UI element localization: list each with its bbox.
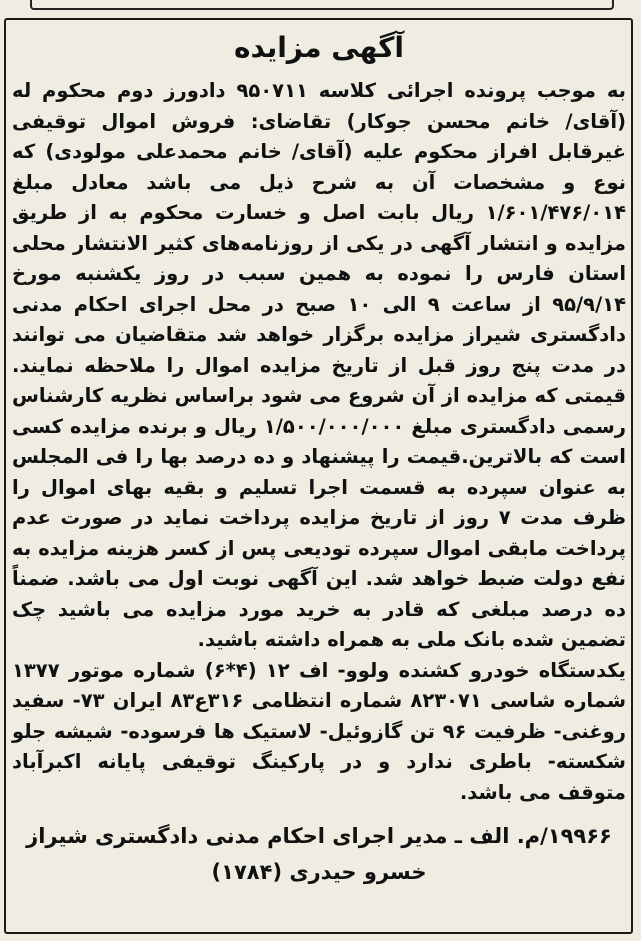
notice-signature: [12, 818, 626, 890]
signature-name: خسرو حیدری (۱۷۸۴): [211, 860, 427, 884]
signature-office: ۱۹۹۶۶/م. الف ـ مدیر اجرای احکام مدنی دادگستری شیراز: [26, 824, 612, 848]
vehicle-description: یکدستگاه خودرو کشنده ولوو- اف ۱۲ (۴*۶) شماره موتور ۱۳۷۷ شماره شاسی ۸۲۳۰۷۱ شماره انتظامی ۳۱۶ع۸۳ ایران ۷۳- سفید روغنی- ظرفیت ۹۶ تن گازوئیل- لاستیک ها فرسوده- شیشه جلو شکسته- باطری ندارد و در پارکینگ توقیفی پایانه اکبرآباد متوقف می باشد.: [12, 658, 627, 804]
notice-body: به موجب پرونده اجرائی کلاسه ۹۵۰۷۱۱ دادورز دوم محکوم له (آقای/ خانم محسن جوکار) تقاضای: فروش اموال توقیفی غیرقابل افراز محکوم علیه (آقای/ خانم محمدعلی مولودی) که نوع و مشخصات آن به شرح ذیل می باشد معادل مبلغ ۱/۶۰۱/۴۷۶/۰۱۴ ریال بابت اصل و خسارت محکوم به از طریق مزایده و انتشار آگهی در یکی از روزنامه‌های کثیر الانتشار محلی استان فارس را نموده به همین سبب در روز یکشنبه مورخ ۹۵/۹/۱۴ از ساعت ۹ الی ۱۰ صبح در محل اجرای احکام مدنی دادگستری شیراز مزایده برگزار خواهد شد متقاضیان می توانند در مدت پنج روز قبل از تاریخ مزایده اموال را ملاحظه نمایند. قیمتی که مزایده از آن شروع می شود براساس نظریه کارشناس رسمی دادگستری مبلغ ۱/۵۰۰/۰۰۰/۰۰۰ ریال و برنده مزایده کسی است که بالاترین.قیمت را پیشنهاد و ده درصد بها را فی المجلس به عنوان سپرده به قسمت اجرا تسلیم و بقیه بهای اموال را ظرف مدت ۷ روز از تاریخ مزایده پرداخت نماید در صورت عدم پرداخت مابقی اموال سپرده تودیعی پس از کسر هزینه مزایده به نفع دولت ضبط خواهد شد. این آگهی نوبت اول می باشد. ضمناً ده درصد مبلغی که قادر به خرید مورد مزایده می باشید چک تضمین شده بانک ملی به همراه داشته باشید.: [12, 79, 627, 651]
notice-title: آگهی مزایده: [233, 31, 404, 64]
previous-ad-border: [30, 0, 614, 10]
notice-content: [12, 26, 626, 890]
